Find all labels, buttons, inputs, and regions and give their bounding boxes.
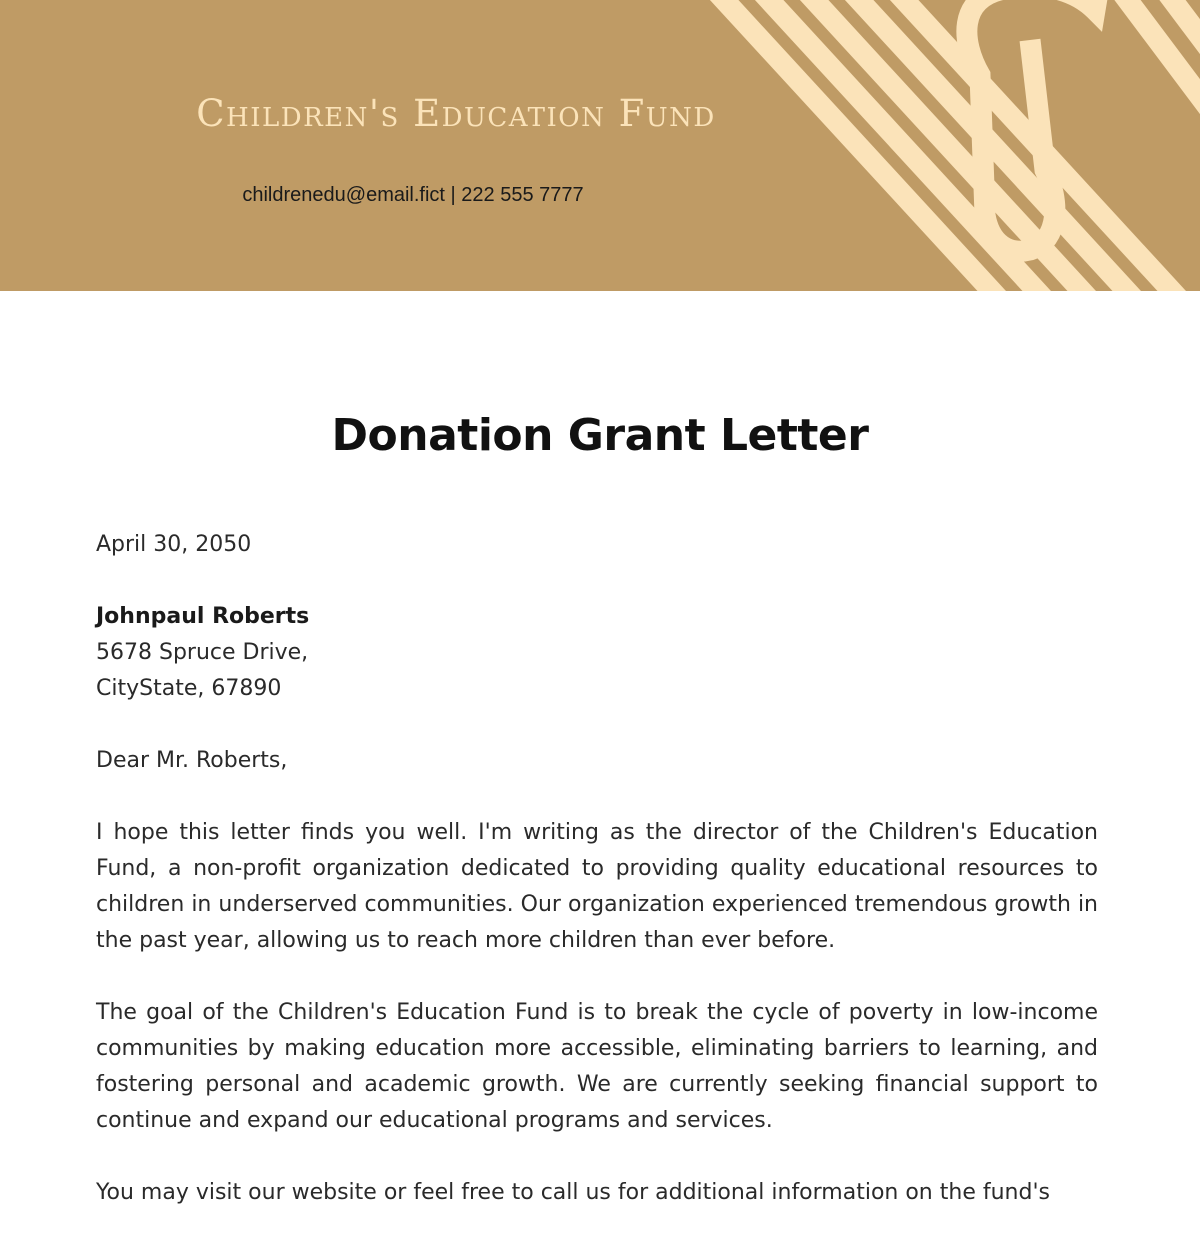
letterhead-banner — [0, 0, 1200, 291]
recipient-name: Johnpaul Roberts — [96, 604, 310, 629]
diagonal-stripes-decoration — [0, 0, 1200, 291]
loop-stripe — [967, 0, 1100, 251]
document-title: Donation Grant Letter — [331, 410, 869, 461]
recipient-address-line1: 5678 Spruce Drive, — [96, 640, 309, 665]
organization-name: Children's Education Fund — [196, 92, 716, 135]
recipient-block — [96, 599, 1098, 707]
letter-body — [96, 527, 1098, 1247]
body-paragraph-3: You may visit our website or feel free to call us for additional information on the fund's — [96, 1180, 1050, 1205]
letter-date: April 30, 2050 — [96, 532, 252, 557]
recipient-address-line2: CityState, 67890 — [96, 676, 282, 701]
salutation: Dear Mr. Roberts, — [96, 748, 288, 773]
body-paragraph-1: I hope this letter finds you well. I'm writing as the director of the Children's Education Fund, a non-profit organization dedicated to providing quality educational resources to children in underserved communities. Our organization experienced tremendous growth in the past year, allowing us to reach more children than ever before. — [96, 820, 1098, 953]
body-paragraph-2: The goal of the Children's Education Fund is to break the cycle of poverty in low-income communities by making education more accessible, eliminating barriers to learning, and fostering personal and academic growth. We are currently seeking financial support to continue and expand our educational programs and services. — [96, 1000, 1098, 1133]
contact-info: childrenedu@email.fict | 222 555 7777 — [242, 184, 584, 206]
